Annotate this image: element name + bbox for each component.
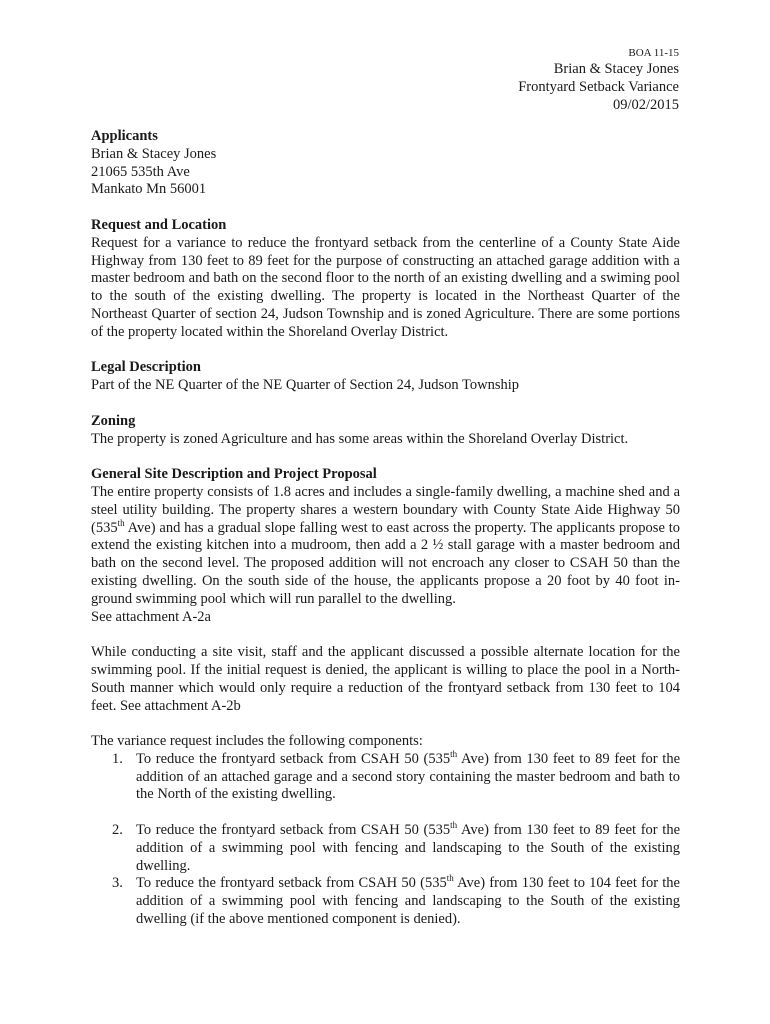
site-visit-section [91,644,680,715]
list-item-text: Ave) from 130 feet to 89 feet for the addition of an attached garage and a second story containing the master bedroom and bath to the North of the existing dwelling. [136,750,680,803]
site-description-attachment: See attachment A-2a [91,608,211,625]
list-item-number: 3. [112,875,123,892]
components-list [91,751,680,929]
header-date: 09/02/2015 [612,97,679,113]
list-item-text: To reduce the frontyard setback from CSAH 50 (535 [136,875,447,892]
applicants-heading: Applicants [91,128,158,144]
document-header [518,46,679,114]
site-description-text-part: The entire property consists of 1.8 acres and includes a single-family dwelling, a machine shed and a steel utility building. The property shares a western boundary with County State Aide Highway 50 (535 [91,483,680,536]
zoning-section [91,413,680,449]
applicants-section [91,128,680,199]
zoning-heading: Zoning [91,412,136,429]
list-item-number: 2. [112,822,123,839]
list-item-text: Ave) from 130 feet to 89 feet for the addition of a swimming pool with fencing and landscaping to the South of the existing dwelling. [136,822,680,874]
applicant-line: Brian & Stacey Jones [91,145,217,162]
header-applicant-name: Brian & Stacey Jones [553,61,679,77]
request-location-heading: Request and Location [91,216,227,233]
legal-description-text: Part of the NE Quarter of the NE Quarter of Section 24, Judson Township [91,377,519,394]
list-item-text: To reduce the frontyard setback from CSAH 50 (535 [136,750,451,767]
document-body [91,128,680,929]
case-number: BOA 11-15 [628,47,679,59]
site-description-text-part: Ave) and has a gradual slope falling west to east across the property. The applicants propose to extend the existing kitchen into a mudroom, then add a 2 ½ stall garage with a master bedroom and bath on the second level. The proposed addition will not encroach any closer to CSAH 50 than the existing dwelling. On the south side of the house, the applicants propose a 20 foot by 40 foot in-ground swimming pool which will run parallel to the dwelling. [91,519,680,607]
request-location-section [91,217,680,342]
site-description-section [91,466,680,626]
list-item [91,875,680,928]
site-description-heading: General Site Description and Project Proposal [91,466,377,483]
list-item-number: 1. [112,750,123,767]
request-location-text: Request for a variance to reduce the frontyard setback from the centerline of a County State Aide Highway from 130 feet to 89 feet for the purpose of constructing an attached garage addition with a master bedroom and bath on the second floor to the north of an existing dwelling and a swiming pool to the south of the existing dwelling. The property is located in the Northeast Quarter of the Northeast Quarter of section 24, Judson Township and is zoned Agriculture. There are some portions of the property located within the Shoreland Overlay District. [91,234,680,340]
legal-description-section [91,359,680,395]
applicant-line: 21065 535th Ave [91,163,190,180]
components-section [91,733,680,929]
applicant-line: Mankato Mn 56001 [91,181,207,198]
list-item-text: Ave) from 130 feet to 104 feet for the addition of a swimming pool with fencing and landscaping to the South of the existing dwelling (if the above mentioned component is denied). [136,875,680,928]
zoning-text: The property is zoned Agriculture and has some areas within the Shoreland Overlay District. [91,430,629,447]
list-item [91,822,680,875]
header-request-type: Frontyard Setback Variance [518,79,679,95]
site-description-text [91,484,680,609]
legal-description-heading: Legal Description [91,359,201,376]
site-visit-text: While conducting a site visit, staff and the applicant discussed a possible alternate location for the swimming pool. If the initial request is denied, the applicant is willing to place the pool in a North-South manner which would only require a reduction of the frontyard setback from 130 feet to 104 feet. See attachment A-2b [91,644,680,714]
list-item [91,751,680,804]
components-intro: The variance request includes the following components: [91,733,423,750]
ordinal-superscript: th [450,749,458,760]
list-item-text: To reduce the frontyard setback from CSAH 50 (535 [136,822,451,839]
ordinal-superscript: th [117,517,125,528]
ordinal-superscript: th [450,820,458,831]
ordinal-superscript: th [446,873,454,884]
